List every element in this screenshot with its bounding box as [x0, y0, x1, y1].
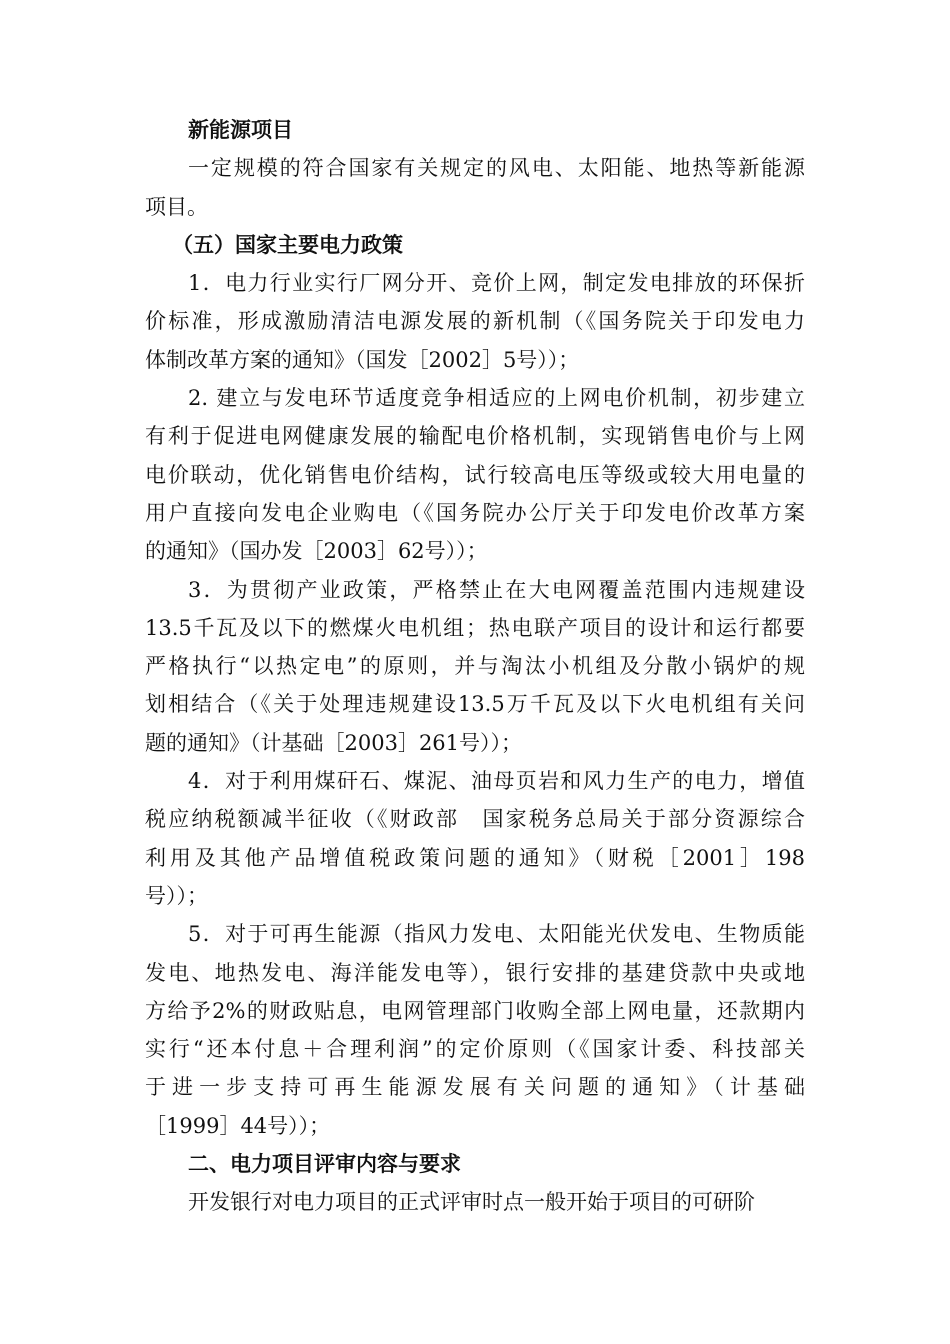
- policy-item-line: 1．电力行业实行厂网分开、竞价上网，制定发电排放的环保折: [188, 271, 805, 296]
- policy-item-line: 3．为贯彻产业政策，严格禁止在大电网覆盖范围内违规建设: [188, 577, 805, 602]
- policy-item-line: 题的通知》（计基础［2003］261号））；: [145, 730, 523, 755]
- policy-item-line: 4．对于利用煤矸石、煤泥、油母页岩和风力生产的电力，增值: [188, 769, 805, 794]
- policy-item-line: 13.5千瓦及以下的燃煤火电机组；热电联产项目的设计和运行都要: [145, 615, 805, 640]
- section-heading: （五）国家主要电力政策: [172, 232, 403, 257]
- document-page: [145, 111, 805, 1222]
- section-heading: 二、电力项目评审内容与要求: [188, 1152, 461, 1177]
- policy-item-line: 于进一步支持可再生能源发展有关问题的通知》（计基础: [145, 1075, 805, 1100]
- policy-item-line: ［1999］44号））；: [145, 1113, 331, 1138]
- policy-item-line: 电价联动，优化销售电价结构，试行较高电压等级或较大用电量的: [145, 462, 805, 487]
- paragraph-line: 开发银行对电力项目的正式评审时点一般开始于项目的可研阶: [188, 1190, 755, 1215]
- policy-item-line: 用户直接向发电企业购电（《国务院办公厅关于印发电价改革方案: [145, 500, 805, 525]
- policy-item-line: 方给予2%的财政贴息，电网管理部门收购全部上网电量，还款期内: [145, 998, 805, 1023]
- paragraph-line: 项目。: [145, 194, 208, 219]
- policy-item-line: 体制改革方案的通知》（国发［2002］5号））；: [145, 347, 580, 372]
- policy-item-line: 严格执行“以热定电”的原则，并与淘汰小机组及分散小锅炉的规: [145, 654, 805, 679]
- policy-item-line: 利用及其他产品增值税政策问题的通知》（财税［2001］198: [145, 845, 805, 870]
- policy-item-line: 号））；: [145, 883, 208, 908]
- policy-item-line: 2. 建立与发电环节适度竞争相适应的上网电价机制，初步建立: [188, 386, 805, 411]
- section-heading: 新能源项目: [188, 118, 293, 142]
- policy-item-line: 划相结合（《关于处理违规建设13.5万千瓦及以下火电机组有关问: [145, 692, 805, 717]
- policy-item-line: 税应纳税额减半征收（《财政部 国家税务总局关于部分资源综合: [145, 807, 805, 832]
- policy-item-line: 有利于促进电网健康发展的输配电价格机制，实现销售电价与上网: [145, 424, 805, 449]
- paragraph-line: 一定规模的符合国家有关规定的风电、太阳能、地热等新能源: [188, 156, 805, 181]
- policy-item-line: 5．对于可再生能源（指风力发电、太阳能光伏发电、生物质能: [188, 922, 805, 947]
- policy-item-line: 的通知》（国办发［2003］62号））；: [145, 539, 488, 564]
- policy-item-line: 实行“还本付息＋合理利润”的定价原则（《国家计委、科技部关: [145, 1037, 805, 1062]
- policy-item-line: 发电、地热发电、海洋能发电等），银行安排的基建贷款中央或地: [145, 960, 805, 985]
- policy-item-line: 价标准，形成激励清洁电源发展的新机制（《国务院关于印发电力: [145, 309, 805, 334]
